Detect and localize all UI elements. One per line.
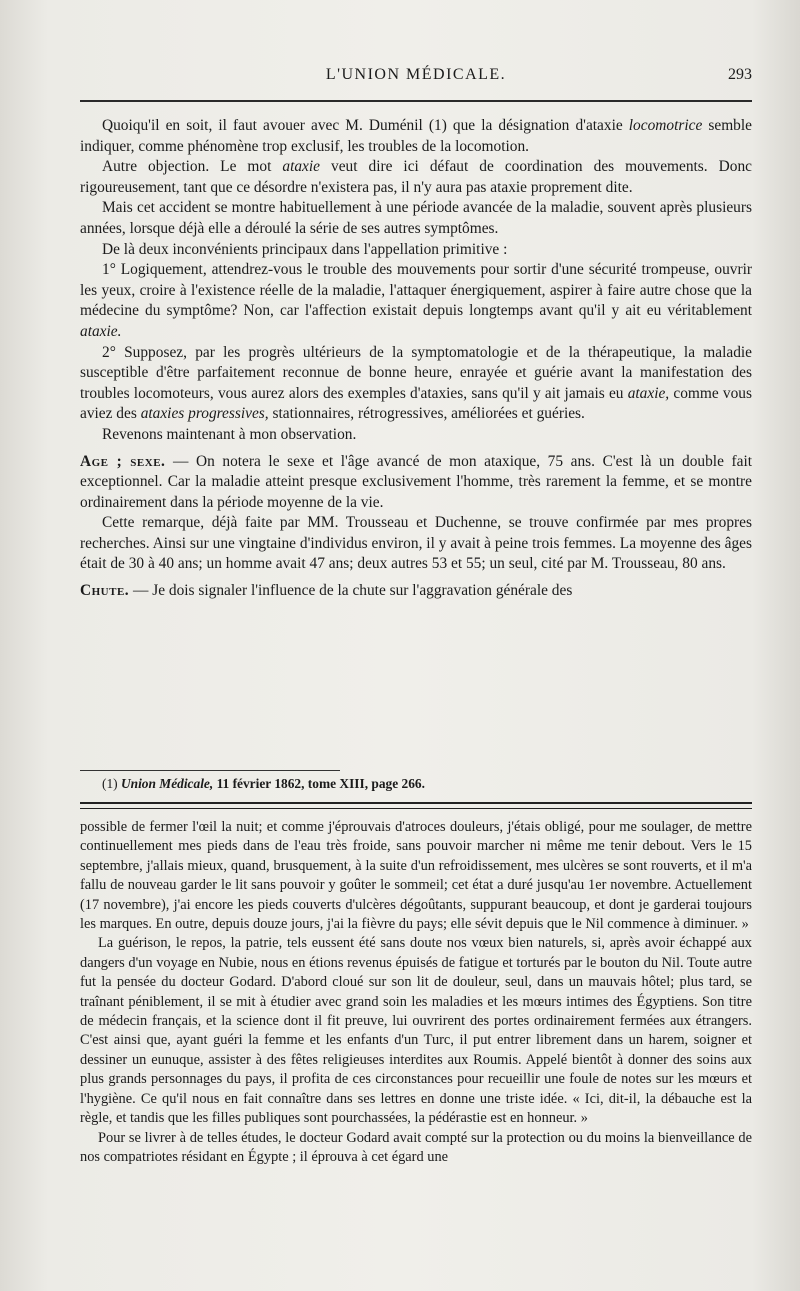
page-number: 293	[728, 66, 752, 83]
journal-title: L'UNION MÉDICALE.	[325, 66, 507, 83]
footnote: (1) Union Médicale, 11 février 1862, tome XIII, page 266.	[102, 776, 425, 791]
paragraph: De là deux inconvénients principaux dans l'appellation primitive :	[102, 240, 508, 258]
paragraph: Cette remarque, déjà faite par MM. Trousseau et Duchenne, se trouve confirmée par mes propres recherches. Ainsi sur une vingtaine d'individus environ, il y avait à peine trois femmes. La moyenne des âges était de 30 à 40 ans; un homme avait 47 ans; deux autres 53 et 55; un seul, cité par M. Trousseau, 80 ans.	[80, 514, 752, 573]
paragraph: La guérison, le repos, la patrie, tels eussent été sans doute nos vœux bien naturels, si, après avoir échappé aux dangers d'un voyage en Nubie, nous en étions revenus épuisés de fatigue et torturés par le bouton du Nil. Toute autre fut la pensée du docteur Godard. D'abord cloué sur son lit de douleur, seul, dans un mauvais hôtel; plus tard, se traînant péniblement, il se mit à étudier avec grand soin les maladies et les mœurs intimes des Égyptiens. Son titre de médecin français, et la science dont il fit preuve, lui ouvrirent des portes ordinairement fermées aux étrangers. C'est ainsi que, ayant guéri la femme et les enfants d'un Turc, il put entrer librement dans un harem, soigner et dessiner un eunuque, assister à des fêtes religieuses interdites aux Roumis. Appelé bientôt à donner des soins aux plus grands personnages du pays, il profita de ces circonstances pour recueillir une foule de notes sur les mœurs et l'hygiène. Ce qu'il nous en fait connaître dans ses lettres en donne une triste idée. « Ici, dit-il, la débauche est la règle, et tandis que les filles publiques sont pourchassées, la pédérastie est en honneur. »	[80, 935, 752, 1127]
running-header	[80, 66, 752, 92]
paragraph: Quoiqu'il en soit, il faut avouer avec M. Duménil (1) que la désignation d'ataxie locomotrice semble indiquer, comme phénomène trop exclusif, les troubles de la locomotion.	[80, 117, 752, 155]
footnote-rule	[80, 770, 340, 771]
feuilleton-body	[80, 818, 752, 1167]
paragraph: 1° Logiquement, attendrez-vous le trouble des mouvements pour sortir d'une sécurité trompeuse, ouvrir les yeux, croire à l'existence réelle de la maladie, l'attaquer énergiquement, aspirer à faire autre chose que la médecine du symptôme? Non, car l'affection existait depuis longtemps avant qu'il y ait eu véritablement ataxie.	[80, 261, 752, 340]
paragraph-chute: Chute. — Je dois signaler l'influence de la chute sur l'aggravation générale des	[80, 582, 573, 600]
feuilleton-separator	[80, 802, 752, 809]
section-label: Age ; sexe.	[80, 452, 166, 470]
header-rule	[80, 100, 752, 102]
paragraph: Pour se livrer à de telles études, le docteur Godard avait compté sur la protection ou du moins la bienveillance de nos compatriotes résidant en Égypte ; il éprouva à cet égard une	[80, 1129, 752, 1165]
paragraph-age-sexe: Age ; sexe. — On notera le sexe et l'âge avancé de mon ataxique, 75 ans. C'est là un double fait exceptionnel. Car la maladie atteint presque exclusivement l'homme, très rarement la femme, et se montre ordinairement dans la période moyenne de la vie.	[80, 452, 752, 511]
article-body	[80, 116, 752, 602]
paragraph: Autre objection. Le mot ataxie veut dire ici défaut de coordination des mouvements. Donc rigoureusement, tant que ce désordre n'existera pas, il n'y aura pas ataxie proprement dite.	[80, 158, 752, 196]
paragraph: Mais cet accident se montre habituellement à une période avancée de la maladie, souvent après plusieurs années, lorsque déjà elle a déroulé la série de ses autres symptômes.	[80, 199, 752, 237]
paragraph: Revenons maintenant à mon observation.	[102, 425, 357, 443]
paragraph: 2° Supposez, par les progrès ultérieurs de la symptomatologie et de la thérapeutique, la maladie susceptible d'être parfaitement reconnue de bonne heure, enrayée et guérie avant la manifestation des troubles locomoteurs, vous aurez alors des exemples d'ataxies, sans qu'il y ait jamais eu ataxie, comme vous aviez des ataxies progressives, stationnaires, rétrogressives, améliorées et guéries.	[80, 343, 752, 423]
section-label: Chute.	[80, 582, 130, 600]
paragraph: possible de fermer l'œil la nuit; et comme j'éprouvais d'atroces douleurs, j'étais obligé, pour me soulager, de mettre continuellement mes pieds dans de l'eau très froide, sans pouvoir marcher ni même me tenir debout. Vers le 15 septembre, j'allais mieux, quand, brusquement, à la suite d'un refroidissement, mes ulcères se sont rouverts, et il m'a fallu de nouveau garder le lit sans pouvoir y goûter le sommeil; cet état a duré jusqu'au 1er novembre. Actuellement (17 novembre), j'ai encore les pieds couverts d'ulcères dégoûtants, suppurant beaucoup, et dont je garderai toujours les marques. En outre, depuis douze jours, j'ai la fièvre du pays; elle sévit depuis que le Nil commence à diminuer. »	[80, 819, 752, 933]
